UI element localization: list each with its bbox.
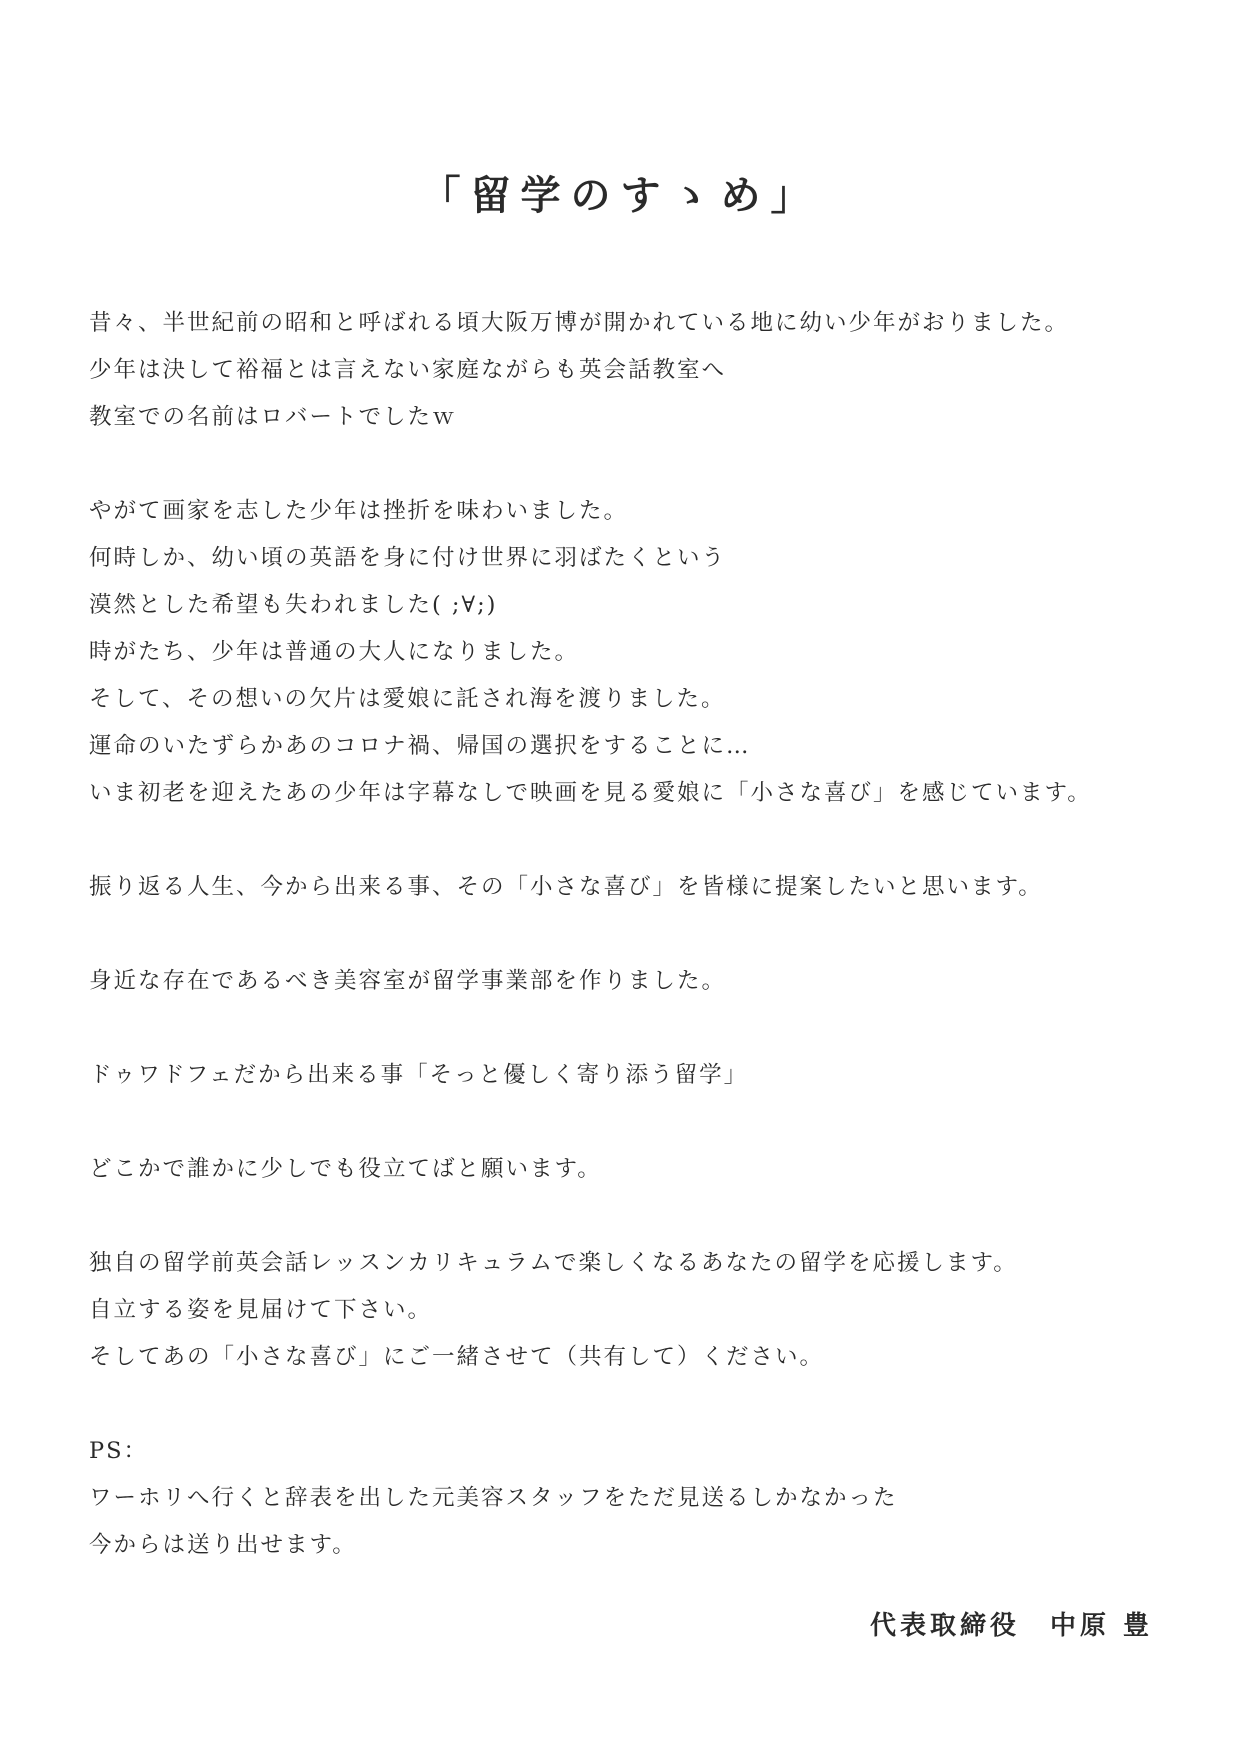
text-line: 運命のいたずらかあのコロナ禍、帰国の選択をすることに…: [89, 733, 751, 759]
text-line: 昔々、半世紀前の昭和と呼ばれる頃大阪万博が開かれている地に幼い少年がおりました。: [89, 310, 1070, 336]
text-line: そしてあの「小さな喜び」にご一緒させて（共有して）ください。: [89, 1344, 825, 1370]
letter-body: [89, 300, 1169, 1569]
text-line: ドゥワドフェだから出来る事「そっと優しく寄り添う留学」: [89, 1062, 749, 1088]
signature: 代表取締役 中原 豊: [869, 1611, 1153, 1641]
text-line: やがて画家を志した少年は挫折を味わいました。: [89, 498, 629, 524]
paragraph: [89, 1146, 1169, 1193]
text-line: ワーホリへ行くと辞表を出した元美容スタッフをただ見送るしかなかった: [89, 1485, 898, 1511]
text-line: 何時しか、幼い頃の英語を身に付け世界に羽ばたくという: [89, 545, 727, 571]
text-line: どこかで誰かに少しでも役立てばと願います。: [89, 1156, 602, 1182]
text-line: 少年は決して裕福とは言えない家庭ながらも英会話教室へ: [89, 357, 727, 383]
text-line: 今からは送り出せます。: [89, 1532, 357, 1558]
text-line: そして、その想いの欠片は愛娘に託され海を渡りました。: [89, 686, 726, 712]
paragraph: [89, 1052, 1169, 1099]
paragraph: [89, 1428, 1169, 1569]
text-line: いま初老を迎えたあの少年は字幕なしで映画を見る愛娘に「小さな喜び」を感じています。: [89, 780, 1092, 806]
text-line: 時がたち、少年は普通の大人になりました。: [89, 639, 580, 665]
text-line: 漠然とした希望も失われました( ;∀;): [89, 592, 498, 618]
document-title: 「留学のすゝめ」: [420, 172, 821, 219]
text-line: 振り返る人生、今から出来る事、その「小さな喜び」を皆様に提案したいと思います。: [89, 874, 1043, 900]
paragraph: [89, 300, 1169, 441]
text-line: PS：: [89, 1438, 149, 1464]
text-line: 自立する姿を見届けて下さい。: [89, 1297, 433, 1323]
text-line: 教室での名前はロバートでしたｗ: [89, 404, 457, 430]
text-line: 独自の留学前英会話レッスンカリキュラムで楽しくなるあなたの留学を応援します。: [89, 1250, 1018, 1276]
paragraph: [89, 958, 1169, 1005]
text-line: 身近な存在であるべき美容室が留学事業部を作りました。: [89, 968, 727, 994]
paragraph: [89, 488, 1169, 817]
paragraph: [89, 864, 1169, 911]
paragraph: [89, 1240, 1169, 1381]
